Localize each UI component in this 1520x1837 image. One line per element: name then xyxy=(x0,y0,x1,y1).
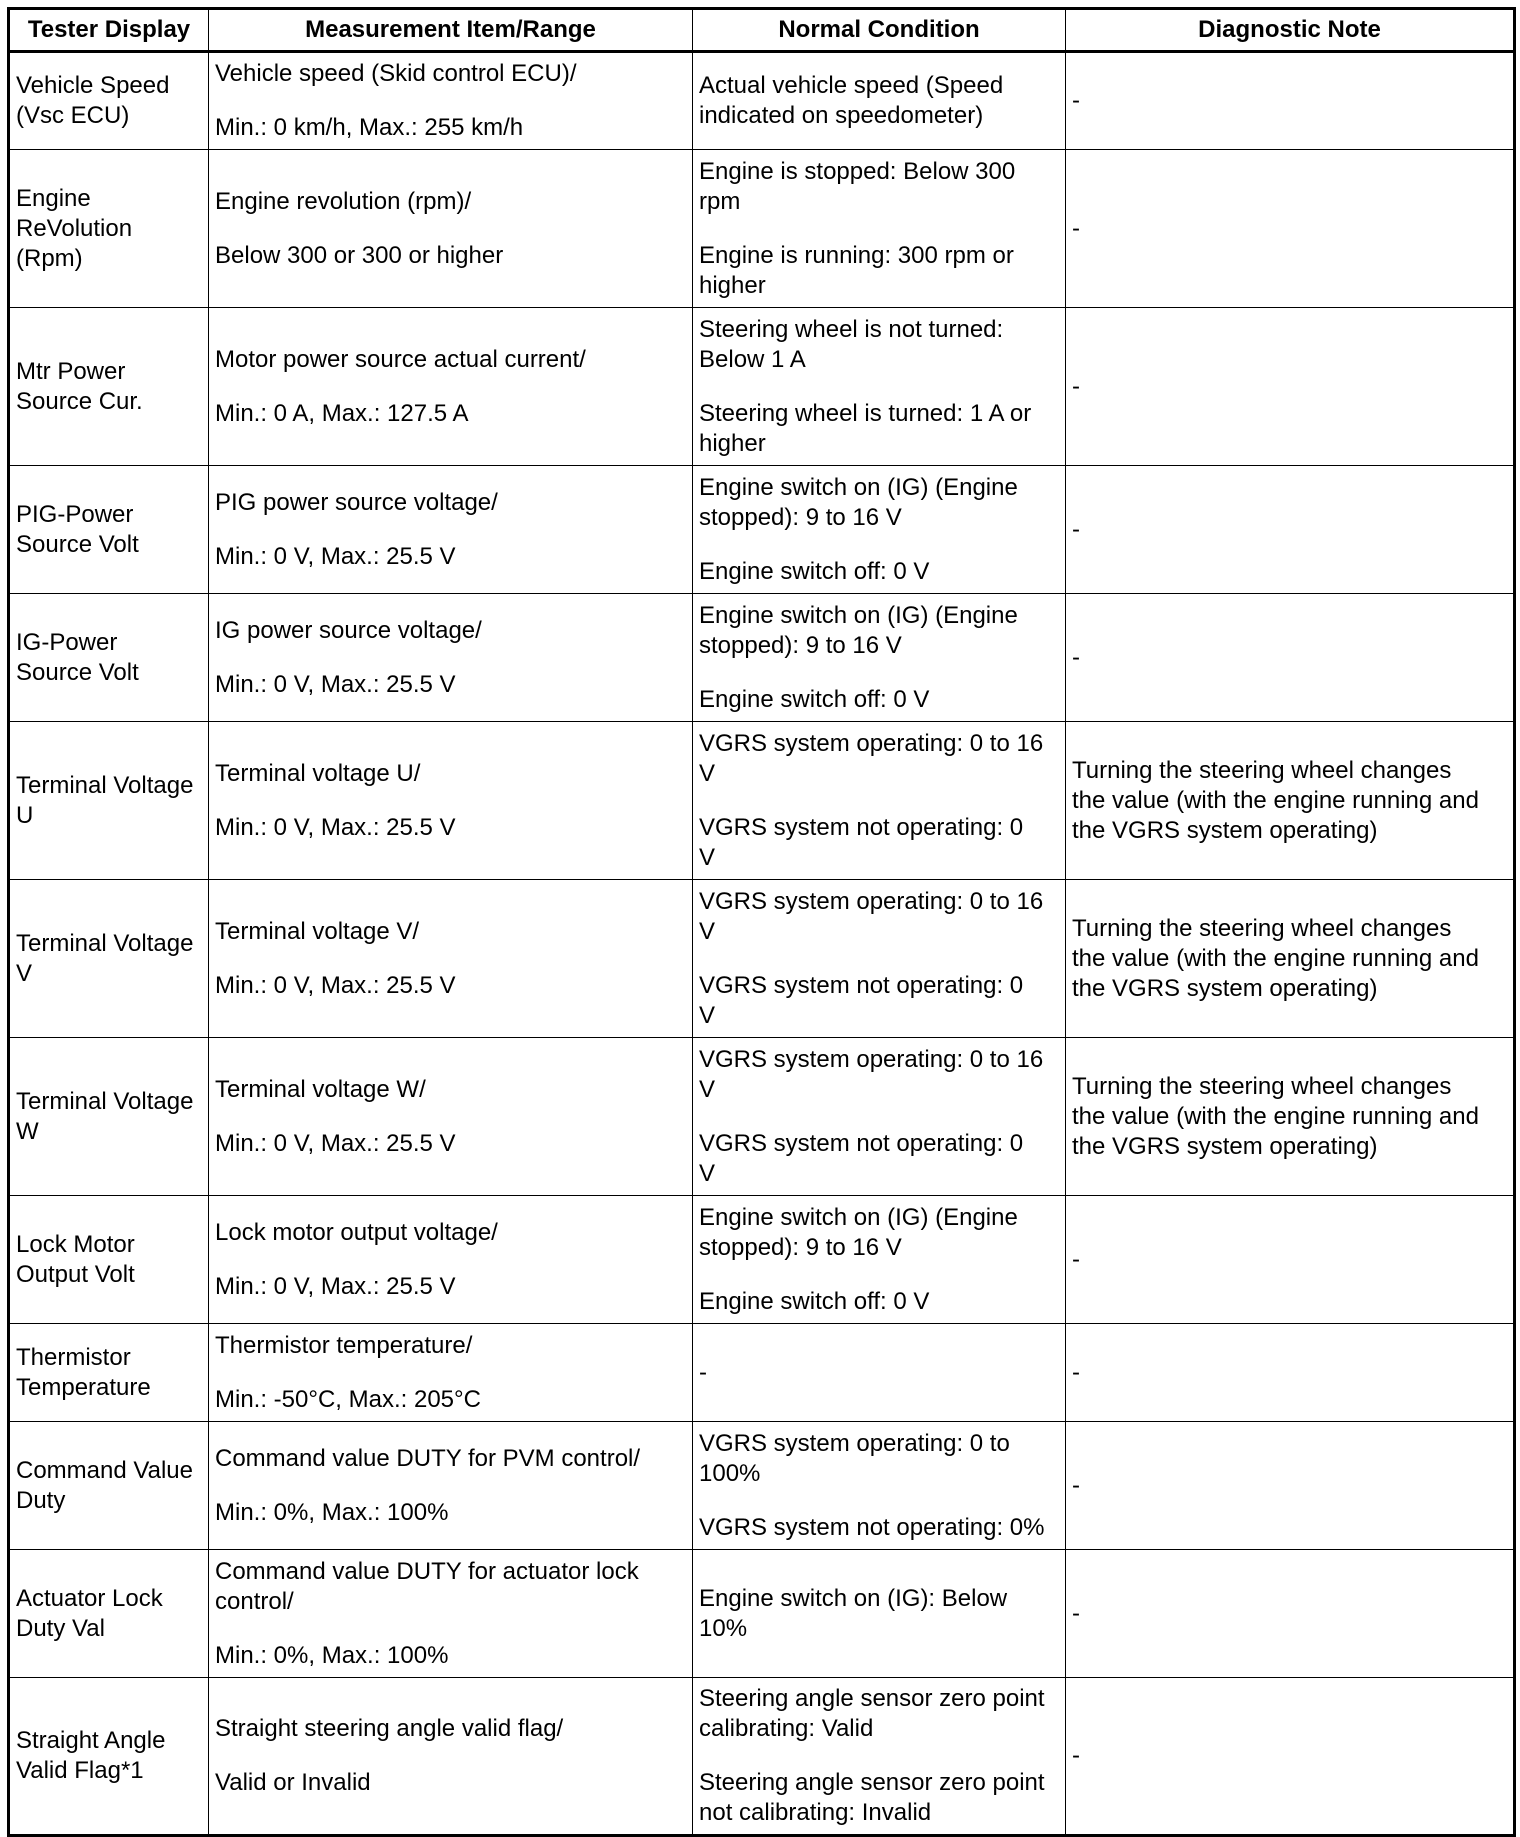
normal-condition-line: Steering angle sensor zero point xyxy=(699,1685,1045,1712)
measurement-line: Terminal voltage U/ xyxy=(215,759,421,787)
tester-display-cell xyxy=(9,150,209,308)
table-row xyxy=(9,150,1515,308)
measurement-cell xyxy=(209,880,693,1038)
measurement-cell xyxy=(209,150,693,308)
table-row xyxy=(9,722,1515,880)
tester-display-line: Terminal Voltage xyxy=(16,771,194,799)
normal-condition-cell xyxy=(693,1678,1066,1836)
paragraph-gap xyxy=(215,1105,686,1129)
measurement-cell xyxy=(209,1422,693,1550)
paragraph-gap xyxy=(699,1489,1059,1513)
table-row xyxy=(9,466,1515,594)
normal-condition-line: not calibrating: Invalid xyxy=(699,1799,932,1826)
tester-display-line: Terminal Voltage xyxy=(16,929,194,957)
normal-condition-line: Steering wheel is turned: 1 A or xyxy=(699,399,1032,427)
table-row xyxy=(9,1324,1515,1422)
diagnostic-note-line: Turning the steering wheel changes xyxy=(1072,1072,1452,1100)
diagnostic-note-cell xyxy=(1066,1196,1515,1324)
diagnostic-note-cell xyxy=(1066,466,1515,594)
paragraph-gap xyxy=(699,947,1059,971)
tester-display-cell xyxy=(9,1678,209,1836)
tester-display-cell xyxy=(9,594,209,722)
tester-display-line: Duty Val xyxy=(16,1614,105,1642)
diagnostic-note-line: - xyxy=(1072,1358,1080,1386)
normal-condition-cell xyxy=(693,1038,1066,1196)
diagnostic-note-line: Turning the steering wheel changes xyxy=(1072,914,1452,942)
measurement-cell xyxy=(209,594,693,722)
tester-display-cell xyxy=(9,722,209,880)
normal-condition-line: VGRS system not operating: 0 xyxy=(699,971,1024,999)
measurement-line: Min.: 0 V, Max.: 25.5 V xyxy=(215,670,456,698)
table-row xyxy=(9,308,1515,466)
normal-condition-line: VGRS system not operating: 0 xyxy=(699,1129,1024,1157)
measurement-line: control/ xyxy=(215,1587,294,1615)
paragraph-gap xyxy=(699,661,1059,685)
table-row xyxy=(9,1196,1515,1324)
diagnostic-note-cell xyxy=(1066,1550,1515,1678)
measurement-cell xyxy=(209,1678,693,1836)
tester-display-line: Valid Flag*1 xyxy=(16,1757,144,1784)
tester-display-line: Command Value xyxy=(16,1456,193,1484)
measurement-cell xyxy=(209,52,693,150)
diagnostic-note-line: - xyxy=(1072,1245,1080,1273)
measurement-line: Min.: 0%, Max.: 100% xyxy=(215,1641,449,1669)
diagnostic-note-cell xyxy=(1066,880,1515,1038)
diagnostic-note-cell xyxy=(1066,150,1515,308)
paragraph-gap xyxy=(215,646,686,670)
diagnostic-note-line: - xyxy=(1072,87,1080,114)
tester-display-cell xyxy=(9,52,209,150)
normal-condition-line: higher xyxy=(699,271,766,299)
normal-condition-line: Engine switch on (IG) (Engine xyxy=(699,601,1018,629)
measurement-line: Min.: 0 A, Max.: 127.5 A xyxy=(215,399,469,427)
diagnostic-note-cell xyxy=(1066,594,1515,722)
paragraph-gap xyxy=(215,1617,686,1641)
diagnostic-note-cell xyxy=(1066,722,1515,880)
normal-condition-line: stopped): 9 to 16 V xyxy=(699,631,902,659)
tester-display-line: Source Cur. xyxy=(16,387,143,415)
measurement-cell xyxy=(209,1550,693,1678)
normal-condition-line: VGRS system operating: 0 to 16 xyxy=(699,729,1044,757)
normal-condition-cell xyxy=(693,52,1066,150)
measurement-line: IG power source voltage/ xyxy=(215,616,482,644)
tester-display-line: ReVolution xyxy=(16,214,133,242)
tester-display-line: Mtr Power xyxy=(16,357,126,385)
diagnostic-note-line: - xyxy=(1072,1599,1080,1627)
measurement-line: Below 300 or 300 or higher xyxy=(215,241,504,269)
diagnostic-note-line: the VGRS system operating) xyxy=(1072,816,1378,844)
table-header-row xyxy=(9,9,1515,52)
normal-condition-cell xyxy=(693,308,1066,466)
diagnostic-note-line: the value (with the engine running and xyxy=(1072,1102,1479,1130)
measurement-line: Valid or Invalid xyxy=(215,1769,371,1796)
normal-condition-cell xyxy=(693,722,1066,880)
normal-condition-cell xyxy=(693,1422,1066,1550)
normal-condition-line: Engine switch on (IG): Below xyxy=(699,1584,1008,1612)
paragraph-gap xyxy=(215,1744,686,1768)
tester-display-line: U xyxy=(16,801,34,829)
normal-condition-line: - xyxy=(699,1358,707,1386)
measurement-cell xyxy=(209,466,693,594)
normal-condition-cell xyxy=(693,594,1066,722)
normal-condition-line: V xyxy=(699,1159,716,1187)
measurement-line: Min.: 0 V, Max.: 25.5 V xyxy=(215,542,456,570)
tester-display-cell xyxy=(9,308,209,466)
diagnostic-note-line: - xyxy=(1072,1471,1080,1499)
measurement-line: Terminal voltage W/ xyxy=(215,1075,426,1103)
tester-display-line: Thermistor xyxy=(16,1343,131,1371)
diagnostic-note-cell xyxy=(1066,1324,1515,1422)
normal-condition-line: Engine is stopped: Below 300 xyxy=(699,157,1016,185)
tester-display-line: (Rpm) xyxy=(16,244,83,272)
measurement-line: Thermistor temperature/ xyxy=(215,1331,473,1359)
table-row xyxy=(9,880,1515,1038)
table-row xyxy=(9,1678,1515,1836)
normal-condition-line: VGRS system operating: 0 to 16 xyxy=(699,1045,1044,1073)
measurement-line: Command value DUTY for PVM control/ xyxy=(215,1444,641,1472)
paragraph-gap xyxy=(699,217,1059,241)
diagnostic-note-line: the VGRS system operating) xyxy=(1072,974,1378,1002)
measurement-line: Motor power source actual current/ xyxy=(215,345,586,373)
normal-condition-line: calibrating: Valid xyxy=(699,1715,874,1742)
measurement-line: Min.: -50°C, Max.: 205°C xyxy=(215,1385,481,1413)
diagnostic-note-line: - xyxy=(1072,643,1080,671)
tester-display-cell xyxy=(9,1038,209,1196)
normal-condition-line: indicated on speedometer) xyxy=(699,102,984,129)
measurement-line: Command value DUTY for actuator lock xyxy=(215,1557,639,1585)
measurement-cell xyxy=(209,308,693,466)
tester-display-line: V xyxy=(16,959,33,987)
measurement-line: Min.: 0 V, Max.: 25.5 V xyxy=(215,1129,456,1157)
paragraph-gap xyxy=(215,1361,686,1385)
paragraph-gap xyxy=(699,1744,1059,1768)
diagnostic-note-cell xyxy=(1066,52,1515,150)
normal-condition-line: 100% xyxy=(699,1459,761,1487)
tester-display-line: Vehicle Speed xyxy=(16,72,170,99)
diagnostic-note-cell xyxy=(1066,1422,1515,1550)
paragraph-gap xyxy=(215,1474,686,1498)
normal-condition-line: VGRS system operating: 0 to xyxy=(699,1429,1010,1457)
tester-display-cell xyxy=(9,880,209,1038)
paragraph-gap xyxy=(699,789,1059,813)
tester-display-cell xyxy=(9,1422,209,1550)
diagnostic-note-cell xyxy=(1066,1038,1515,1196)
diagnostic-note-line: the VGRS system operating) xyxy=(1072,1132,1378,1160)
tester-display-line: Actuator Lock xyxy=(16,1584,163,1612)
normal-condition-line: higher xyxy=(699,429,766,457)
measurement-line: Min.: 0 V, Max.: 25.5 V xyxy=(215,1272,456,1300)
diagnostic-note-line: Turning the steering wheel changes xyxy=(1072,756,1452,784)
diagnostic-note-line: - xyxy=(1072,515,1080,543)
paragraph-gap xyxy=(699,1105,1059,1129)
paragraph-gap xyxy=(215,375,686,399)
paragraph-gap xyxy=(215,947,686,971)
paragraph-gap xyxy=(699,375,1059,399)
tester-display-line: Engine xyxy=(16,184,91,212)
normal-condition-line: Steering wheel is not turned: xyxy=(699,315,1004,343)
normal-condition-line: Engine switch on (IG) (Engine xyxy=(699,1203,1018,1231)
tester-display-cell xyxy=(9,1324,209,1422)
tester-display-cell xyxy=(9,1196,209,1324)
tester-display-line: (Vsc ECU) xyxy=(16,102,130,129)
tester-display-line: Lock Motor xyxy=(16,1230,135,1258)
tester-display-line: Straight Angle xyxy=(16,1727,166,1754)
normal-condition-line: V xyxy=(699,917,716,945)
normal-condition-line: Actual vehicle speed (Speed xyxy=(699,72,1004,99)
normal-condition-line: Engine switch off: 0 V xyxy=(699,1287,930,1315)
diagnostic-note-line: - xyxy=(1072,1742,1080,1769)
diagnostic-data-table xyxy=(7,7,1516,1837)
measurement-line: Min.: 0 V, Max.: 25.5 V xyxy=(215,813,456,841)
paragraph-gap xyxy=(699,1263,1059,1287)
normal-condition-line: V xyxy=(699,759,716,787)
normal-condition-line: stopped): 9 to 16 V xyxy=(699,1233,902,1261)
measurement-cell xyxy=(209,1324,693,1422)
table-row xyxy=(9,594,1515,722)
tester-display-line: Source Volt xyxy=(16,658,139,686)
tester-display-cell xyxy=(9,1550,209,1678)
tester-display-line: PIG-Power xyxy=(16,500,134,528)
normal-condition-line: 10% xyxy=(699,1614,748,1642)
normal-condition-cell xyxy=(693,1196,1066,1324)
tester-display-line: Source Volt xyxy=(16,530,139,558)
tester-display-line: W xyxy=(16,1117,39,1145)
tester-display-cell xyxy=(9,466,209,594)
normal-condition-line: Engine switch off: 0 V xyxy=(699,685,930,713)
normal-condition-cell xyxy=(693,150,1066,308)
diagnostic-note-line: - xyxy=(1072,214,1080,242)
tester-display-line: IG-Power xyxy=(16,628,118,656)
diagnostic-note-line: - xyxy=(1072,372,1080,400)
table-row xyxy=(9,52,1515,150)
diagnostic-note-line: the value (with the engine running and xyxy=(1072,786,1479,814)
measurement-line: Min.: 0%, Max.: 100% xyxy=(215,1498,449,1526)
measurement-cell xyxy=(209,1196,693,1324)
paragraph-gap xyxy=(215,1248,686,1272)
tester-display-line: Terminal Voltage xyxy=(16,1087,194,1115)
diagnostic-note-line: the value (with the engine running and xyxy=(1072,944,1479,972)
normal-condition-line: V xyxy=(699,1075,716,1103)
measurement-line: Lock motor output voltage/ xyxy=(215,1218,498,1246)
measurement-line: Terminal voltage V/ xyxy=(215,917,420,945)
diagnostic-note-cell xyxy=(1066,1678,1515,1836)
measurement-line: Vehicle speed (Skid control ECU)/ xyxy=(215,60,577,87)
normal-condition-line: VGRS system operating: 0 to 16 xyxy=(699,887,1044,915)
normal-condition-cell xyxy=(693,880,1066,1038)
tester-display-line: Duty xyxy=(16,1486,66,1514)
normal-condition-line: V xyxy=(699,1001,716,1029)
normal-condition-cell xyxy=(693,466,1066,594)
normal-condition-line: Below 1 A xyxy=(699,345,806,373)
measurement-cell xyxy=(209,1038,693,1196)
header-tester-display: Tester Display xyxy=(9,9,209,52)
normal-condition-line: Engine switch off: 0 V xyxy=(699,557,930,585)
table-body xyxy=(9,52,1515,1836)
normal-condition-line: Engine switch on (IG) (Engine xyxy=(699,473,1018,501)
header-measurement-item: Measurement Item/Range xyxy=(209,9,693,52)
header-diagnostic-note: Diagnostic Note xyxy=(1066,9,1515,52)
normal-condition-line: VGRS system not operating: 0% xyxy=(699,1513,1045,1541)
measurement-line: PIG power source voltage/ xyxy=(215,488,498,516)
measurement-line: Engine revolution (rpm)/ xyxy=(215,187,472,215)
paragraph-gap xyxy=(215,217,686,241)
paragraph-gap xyxy=(215,89,686,113)
table-row xyxy=(9,1038,1515,1196)
measurement-line: Min.: 0 V, Max.: 25.5 V xyxy=(215,971,456,999)
diagnostic-note-cell xyxy=(1066,308,1515,466)
measurement-line: Min.: 0 km/h, Max.: 255 km/h xyxy=(215,114,524,141)
normal-condition-line: Steering angle sensor zero point xyxy=(699,1769,1045,1796)
normal-condition-line: VGRS system not operating: 0 xyxy=(699,813,1024,841)
normal-condition-cell xyxy=(693,1324,1066,1422)
tester-display-line: Output Volt xyxy=(16,1260,135,1288)
tester-display-line: Temperature xyxy=(16,1373,151,1401)
normal-condition-cell xyxy=(693,1550,1066,1678)
paragraph-gap xyxy=(215,518,686,542)
normal-condition-line: Engine is running: 300 rpm or xyxy=(699,241,1014,269)
measurement-cell xyxy=(209,722,693,880)
paragraph-gap xyxy=(699,533,1059,557)
normal-condition-line: stopped): 9 to 16 V xyxy=(699,503,902,531)
table-row xyxy=(9,1422,1515,1550)
measurement-line: Straight steering angle valid flag/ xyxy=(215,1715,564,1742)
normal-condition-line: rpm xyxy=(699,187,741,215)
paragraph-gap xyxy=(215,789,686,813)
header-normal-condition: Normal Condition xyxy=(693,9,1066,52)
normal-condition-line: V xyxy=(699,843,716,871)
table-row xyxy=(9,1550,1515,1678)
